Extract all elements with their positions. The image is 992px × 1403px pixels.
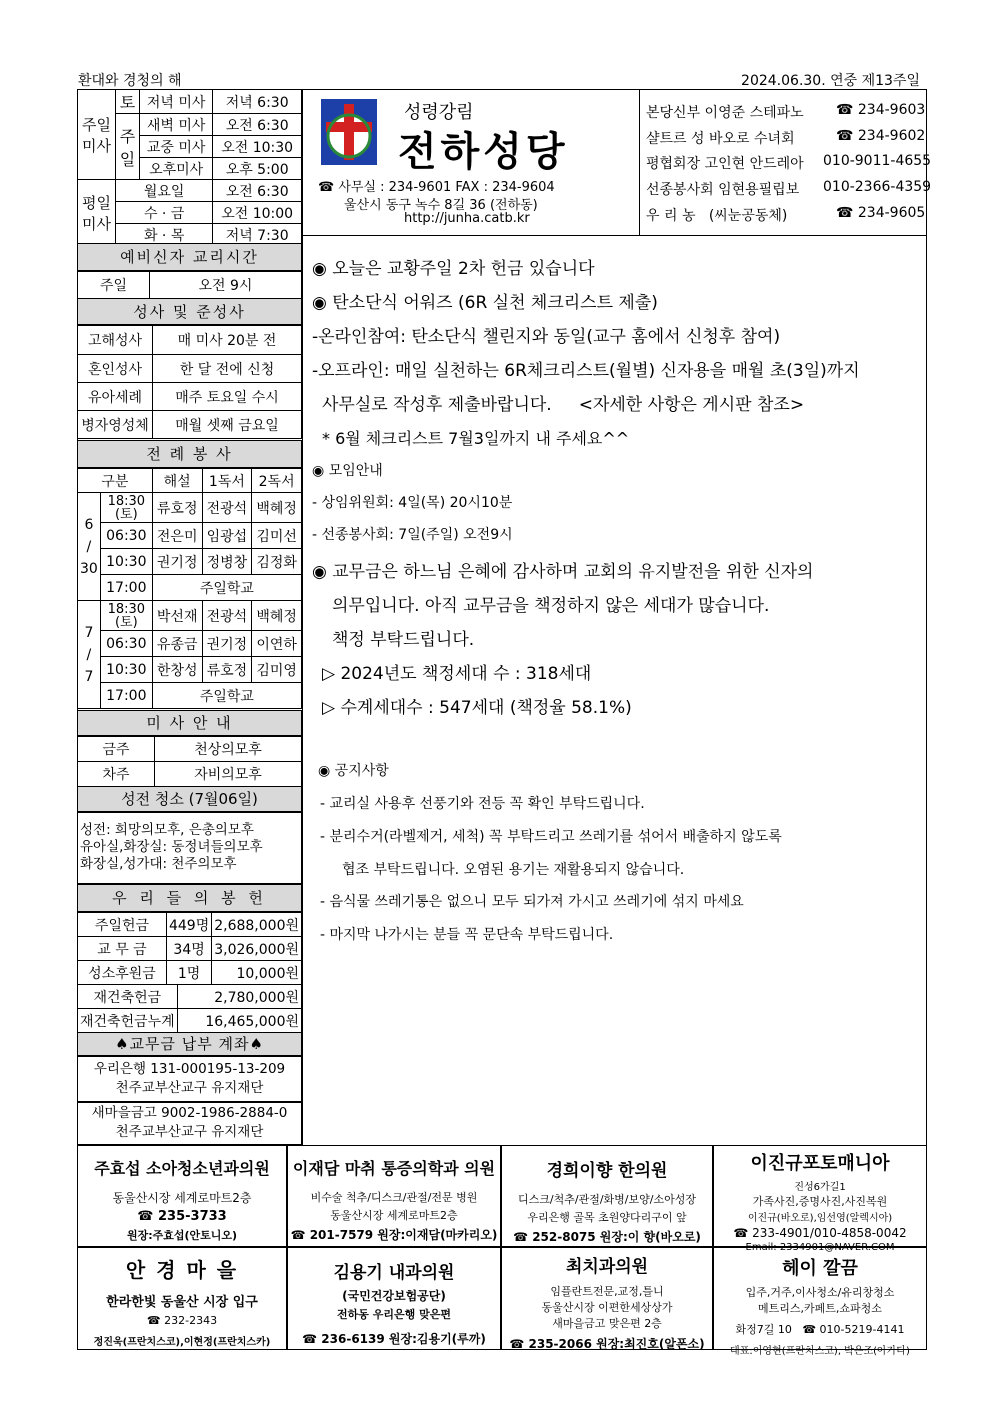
ad-name: 이재담 마취 통증의학과 의원 xyxy=(292,1159,496,1178)
mass-time: 18:30 (토) xyxy=(100,493,152,523)
ad-email: Email: 2334901@NAVER.COM xyxy=(745,1242,895,1253)
mass-time: 오전 10:30 xyxy=(213,136,302,158)
sacrament-info: 매월 셋째 금요일 xyxy=(153,411,302,439)
ad-dental xyxy=(501,1247,713,1350)
cleaning-line: 유아실,화장실: 동정녀들의모후 xyxy=(80,839,263,855)
ad-line: 전하동 우리은행 맞은편 xyxy=(337,1308,451,1321)
notice-item: - 교리실 사용후 선풍기와 전등 꼭 확인 부탁드립니다. xyxy=(320,796,645,812)
notice-item: * 6월 체크리스트 7월3일까지 내 주세요^^ xyxy=(322,429,630,448)
offering-title: 우 리 들 의 봉 헌 xyxy=(77,884,302,912)
issue-date: 2024.06.30. 연중 제13주일 xyxy=(741,73,920,89)
mass-day: 화 · 목 xyxy=(116,224,213,246)
guide-group: 천상의모후 xyxy=(155,737,302,762)
server-name: 주일학교 xyxy=(152,575,301,601)
ad-line: 임플란트전문,교정,틀니 xyxy=(550,1285,664,1298)
ad-line: 정진욱(프란치스코),이현정(프란치스카) xyxy=(93,1337,271,1348)
staff-phone: 010-9011-4655 xyxy=(823,153,932,169)
notice-item: ◉ 교무금은 하느님 은혜에 감사하며 교회의 유지발전을 위한 신자의 xyxy=(312,562,814,582)
mass-day: 수 · 금 xyxy=(116,202,213,224)
cleaning-line: 성전: 희망의모후, 은총의모후 xyxy=(80,822,254,838)
staff-phone: ☎ 234-9605 xyxy=(836,205,926,221)
notice-item: ▷ 2024년도 책정세대 수 : 318세대 xyxy=(322,664,592,684)
mass-time: 오전 6:30 xyxy=(213,114,302,136)
guide-week: 차주 xyxy=(78,762,155,787)
ad-line: 동울산시장 세계로마트2층 xyxy=(112,1191,252,1205)
offering-count: 34명 xyxy=(166,937,211,961)
offering-amount: 10,000원 xyxy=(212,961,302,985)
ad-line: 입주,거주,이사청소/유리창청소 xyxy=(745,1286,895,1299)
mass-name: 오후미사 xyxy=(140,158,213,180)
server-name: 류호정 xyxy=(152,493,202,523)
office-contact: ☎ 사무실 : 234-9601 FAX : 234-9604 xyxy=(318,180,555,195)
notice-item: 사무실로 작성후 제출바랍니다. <자세한 사항은 게시판 참조> xyxy=(322,395,805,415)
sacrament-name: 병자영성체 xyxy=(78,411,153,439)
server-name: 박선재 xyxy=(152,601,202,631)
ad-name: 김용기 내과의원 xyxy=(333,1263,455,1283)
ad-internal-medicine xyxy=(287,1247,501,1350)
staff-phone: ☎ 234-9603 xyxy=(836,102,926,118)
ad-line: 우리은행 골목 초원양다리구이 앞 xyxy=(527,1211,687,1224)
account-holder: 천주교부산교구 유지재단 xyxy=(115,1124,264,1140)
ad-line: 원장:주효섭(안토니오) xyxy=(126,1229,238,1242)
church-logo xyxy=(320,98,378,168)
offering-amount: 3,026,000원 xyxy=(212,937,302,961)
account-woori xyxy=(77,1056,302,1102)
staff-name: 본당신부 이영준 스테파노 xyxy=(646,105,804,121)
ad-phone: ☎ 236-6139 원장:김용기(루까) xyxy=(302,1332,486,1346)
slogan: 환대와 경청의 해 xyxy=(78,73,182,89)
staff-phone: 010-2366-4359 xyxy=(823,179,932,195)
mass-time: 10:30 xyxy=(100,549,152,575)
ad-phone: ☎ 233-4901/010-4858-0042 xyxy=(733,1226,907,1240)
building-fund-table xyxy=(77,984,302,1033)
church-name: 전하성당 xyxy=(398,128,569,175)
ad-optician xyxy=(77,1247,287,1350)
sacrament-title: 성사 및 준성사 xyxy=(77,298,302,325)
staff-phone: ☎ 234-9602 xyxy=(836,128,926,144)
ad-name: 최치과의원 xyxy=(565,1257,649,1277)
mass-time: 06:30 xyxy=(100,631,152,657)
account-holder: 천주교부산교구 유지재단 xyxy=(115,1080,264,1096)
notice-item: 책정 부탁드립니다. xyxy=(332,630,475,650)
notice-item: ◉ 탄소단식 어워즈 (6R 실천 체크리스트 제출) xyxy=(312,293,658,313)
sacrament-table xyxy=(77,325,302,439)
staff-name: 선종봉사회 임현용필립보 xyxy=(646,182,800,198)
ad-phone: ☎ 201-7579 원장:이재담(마카리오) xyxy=(290,1228,498,1242)
mass-time: 17:00 xyxy=(100,575,152,601)
server-name: 임광섭 xyxy=(202,523,252,549)
server-name: 김미영 xyxy=(252,657,302,683)
server-name: 주일학교 xyxy=(152,683,301,709)
ad-phone: 화정7길 10 ☎ 010-5219-4141 xyxy=(735,1323,905,1336)
offering-type: 성소후원금 xyxy=(78,961,167,985)
notice-item: - 선종봉사회: 7일(주일) 오전9시 xyxy=(312,527,513,543)
church-subtitle: 성령강림 xyxy=(404,102,474,123)
ad-line: (국민건강보험공단) xyxy=(342,1289,446,1303)
sacrament-name: 유아세례 xyxy=(78,383,153,411)
offering-type: 교 무 금 xyxy=(78,937,167,961)
ad-name: 헤이 깔끔 xyxy=(782,1258,858,1279)
mass-time: 오전 6:30 xyxy=(213,180,302,202)
mass-time: 18:30 (토) xyxy=(100,601,152,631)
account-title: ♠교무금 납부 계좌♠ xyxy=(77,1032,302,1056)
liturgy-title: 전 례 봉 사 xyxy=(77,440,302,468)
staff-name: 샬트르 성 바오로 수녀회 xyxy=(646,131,795,147)
account-number: 새마을금고 9002-1986-2884-0 xyxy=(91,1105,288,1121)
offering-count: 449명 xyxy=(166,913,211,937)
ad-line: 새마을금고 맞은편 2층 xyxy=(552,1317,662,1330)
col-header: 2독서 xyxy=(252,469,302,493)
mass-time: 저녁 6:30 xyxy=(213,90,302,114)
ad-line: 메트리스,카페트,쇼파청소 xyxy=(758,1302,882,1315)
staff-name: 우 리 농 (씨눈공동체) xyxy=(646,208,788,224)
weekday-mass-label: 평일 미사 xyxy=(78,180,116,246)
ad-phone: ☎ 235-2066 원장:최진호(알폰소) xyxy=(509,1337,705,1351)
ad-phone: ☎ 232-2343 xyxy=(146,1314,218,1327)
server-name: 류호정 xyxy=(202,657,252,683)
sacrament-info: 매 미사 20분 전 xyxy=(153,326,302,355)
mass-time: 오전 10:00 xyxy=(213,202,302,224)
offering-count: 1명 xyxy=(166,961,211,985)
mass-time: 06:30 xyxy=(100,523,152,549)
ad-cleaning xyxy=(713,1247,927,1357)
notice-item: - 분리수거(라벨제거, 세척) 꼭 부탁드리고 쓰레기를 섞어서 배출하지 않도록 xyxy=(320,829,782,845)
ad-line: 이진규(바오로),임선영(알렉시아) xyxy=(747,1213,893,1224)
server-name: 백혜정 xyxy=(252,493,302,523)
ad-photo-studio xyxy=(713,1145,927,1253)
account-saemaul xyxy=(77,1102,302,1145)
ad-line: 비수술 척추/디스크/관절/전문 병원 xyxy=(310,1191,478,1204)
catechumen-title: 예비신자 교리시간 xyxy=(77,243,302,271)
sacrament-name: 고해성사 xyxy=(78,326,153,355)
mass-guide-title: 미 사 안 내 xyxy=(77,710,302,736)
server-name: 전광석 xyxy=(202,493,252,523)
week-date: 7 / 7 xyxy=(78,601,101,709)
church-address: 울산시 동구 녹수 8길 36 (전하동) xyxy=(344,198,538,213)
guide-week: 금주 xyxy=(78,737,155,762)
ad-phone: ☎ 252-8075 원장:이 향(바오로) xyxy=(513,1230,701,1244)
offering-amount: 16,465,000원 xyxy=(177,1009,301,1033)
mass-name: 교중 미사 xyxy=(140,136,213,158)
week-date: 6 / 30 xyxy=(78,493,101,601)
account-number: 우리은행 131-000195-13-209 xyxy=(93,1061,286,1077)
divider xyxy=(302,89,303,1145)
cleaning-line: 화장실,성가대: 천주의모후 xyxy=(80,856,237,872)
cleaning-title: 성전 청소 (7월06일) xyxy=(77,786,302,812)
notice-heading: ◉ 공지사항 xyxy=(318,763,389,779)
server-name: 권기정 xyxy=(202,631,252,657)
notice-item: - 상임위원회: 4일(목) 20시10분 xyxy=(312,495,513,511)
server-name: 전광석 xyxy=(202,601,252,631)
sacrament-info: 한 달 전에 신청 xyxy=(153,355,302,383)
ad-line: 대표:이영현(프란치스코), 박은조(아가다) xyxy=(730,1346,910,1357)
col-header: 해설 xyxy=(152,469,202,493)
server-name: 김정화 xyxy=(252,549,302,575)
notice-item: - 마지막 나가시는 분들 꼭 문단속 부탁드립니다. xyxy=(320,927,614,943)
ad-line: 디스크/척추/관절/화병/보양/소아성장 xyxy=(518,1193,696,1206)
server-name: 백혜정 xyxy=(252,601,302,631)
ad-name: 경희이향 한의원 xyxy=(546,1161,668,1181)
server-name: 김미선 xyxy=(252,523,302,549)
sacrament-name: 혼인성사 xyxy=(78,355,153,383)
divider xyxy=(639,89,640,235)
divider xyxy=(302,235,927,236)
server-name: 이연하 xyxy=(252,631,302,657)
cleaning-box xyxy=(77,812,302,884)
col-header: 1독서 xyxy=(202,469,252,493)
mass-time: 오후 5:00 xyxy=(213,158,302,180)
mass-schedule xyxy=(77,89,302,246)
offering-amount: 2,780,000원 xyxy=(177,985,301,1009)
mass-day: 월요일 xyxy=(116,180,213,202)
sat-label: 토 xyxy=(116,90,140,114)
notice-item: -온라인참여: 탄소단식 챌린지와 동일(교구 홈에서 신청후 참여) xyxy=(312,327,781,347)
mass-guide-table xyxy=(77,736,302,787)
offering-table xyxy=(77,912,302,985)
offering-type: 재건축헌금누계 xyxy=(78,1009,178,1033)
catechumen-time: 오전 9시 xyxy=(150,272,302,299)
offering-type: 재건축헌금 xyxy=(78,985,178,1009)
server-name: 한창성 xyxy=(152,657,202,683)
sacrament-info: 매주 토요일 수시 xyxy=(153,383,302,411)
ad-pediatric xyxy=(77,1145,287,1247)
guide-group: 자비의모후 xyxy=(155,762,302,787)
server-name: 전은미 xyxy=(152,523,202,549)
mass-time: 17:00 xyxy=(100,683,152,709)
catechumen-day: 주일 xyxy=(78,272,150,299)
ad-pain-clinic xyxy=(287,1145,501,1247)
offering-type: 주일헌금 xyxy=(78,913,167,937)
notice-item: ◉ 오늘은 교황주일 2차 헌금 있습니다 xyxy=(312,259,595,279)
notice-heading: ◉ 모임안내 xyxy=(312,463,383,479)
server-name: 유종금 xyxy=(152,631,202,657)
ad-line: 가족사진,증명사진,사진복원 xyxy=(752,1195,888,1208)
catechumen-table xyxy=(77,271,302,299)
col-header: 구분 xyxy=(78,469,153,493)
ad-oriental-clinic xyxy=(501,1145,713,1247)
mass-time: 10:30 xyxy=(100,657,152,683)
offering-amount: 2,688,000원 xyxy=(212,913,302,937)
notice-item: 의무입니다. 아직 교무금을 책정하지 않은 세대가 많습니다. xyxy=(332,596,770,616)
mass-name: 새벽 미사 xyxy=(140,114,213,136)
notice-item: -오프라인: 매일 실천하는 6R체크리스트(월별) 신자용을 매월 초(3일)까지 xyxy=(312,361,860,381)
ad-name: 이진규포토매니아 xyxy=(750,1153,890,1174)
server-name: 권기정 xyxy=(152,549,202,575)
notice-item: ▷ 수계세대수 : 547세대 (책정율 58.1%) xyxy=(322,698,632,718)
ad-phone: ☎ 235-3733 xyxy=(137,1209,227,1224)
staff-name: 평협회장 고인현 안드레아 xyxy=(646,156,804,172)
ad-line: 한라한빛 동울산 시장 입구 xyxy=(106,1295,258,1310)
notice-item: - 음식물 쓰레기통은 없으니 모두 되가져 가시고 쓰레기에 섞지 마세요 xyxy=(320,894,744,910)
sun-label: 주 일 xyxy=(116,114,140,180)
mass-time: 저녁 7:30 xyxy=(213,224,302,246)
ad-line: 동울산시장 이편한세상상가 xyxy=(541,1301,673,1314)
notice-item: 협조 부탁드립니다. 오염된 용기는 재활용되지 않습니다. xyxy=(342,862,685,878)
ad-name: 안 경 마 을 xyxy=(125,1258,239,1282)
mass-name: 저녁 미사 xyxy=(140,90,213,114)
ad-line: 진성6가길1 xyxy=(794,1182,846,1193)
ad-name: 주효섭 소아청소년과의원 xyxy=(94,1159,270,1178)
sunday-mass-label: 주일 미사 xyxy=(78,90,116,180)
ad-line: 동울산시장 세계로마트2층 xyxy=(330,1209,458,1222)
church-url[interactable]: http://junha.catb.kr xyxy=(404,211,530,226)
server-name: 정병창 xyxy=(202,549,252,575)
liturgy-table xyxy=(77,468,302,709)
